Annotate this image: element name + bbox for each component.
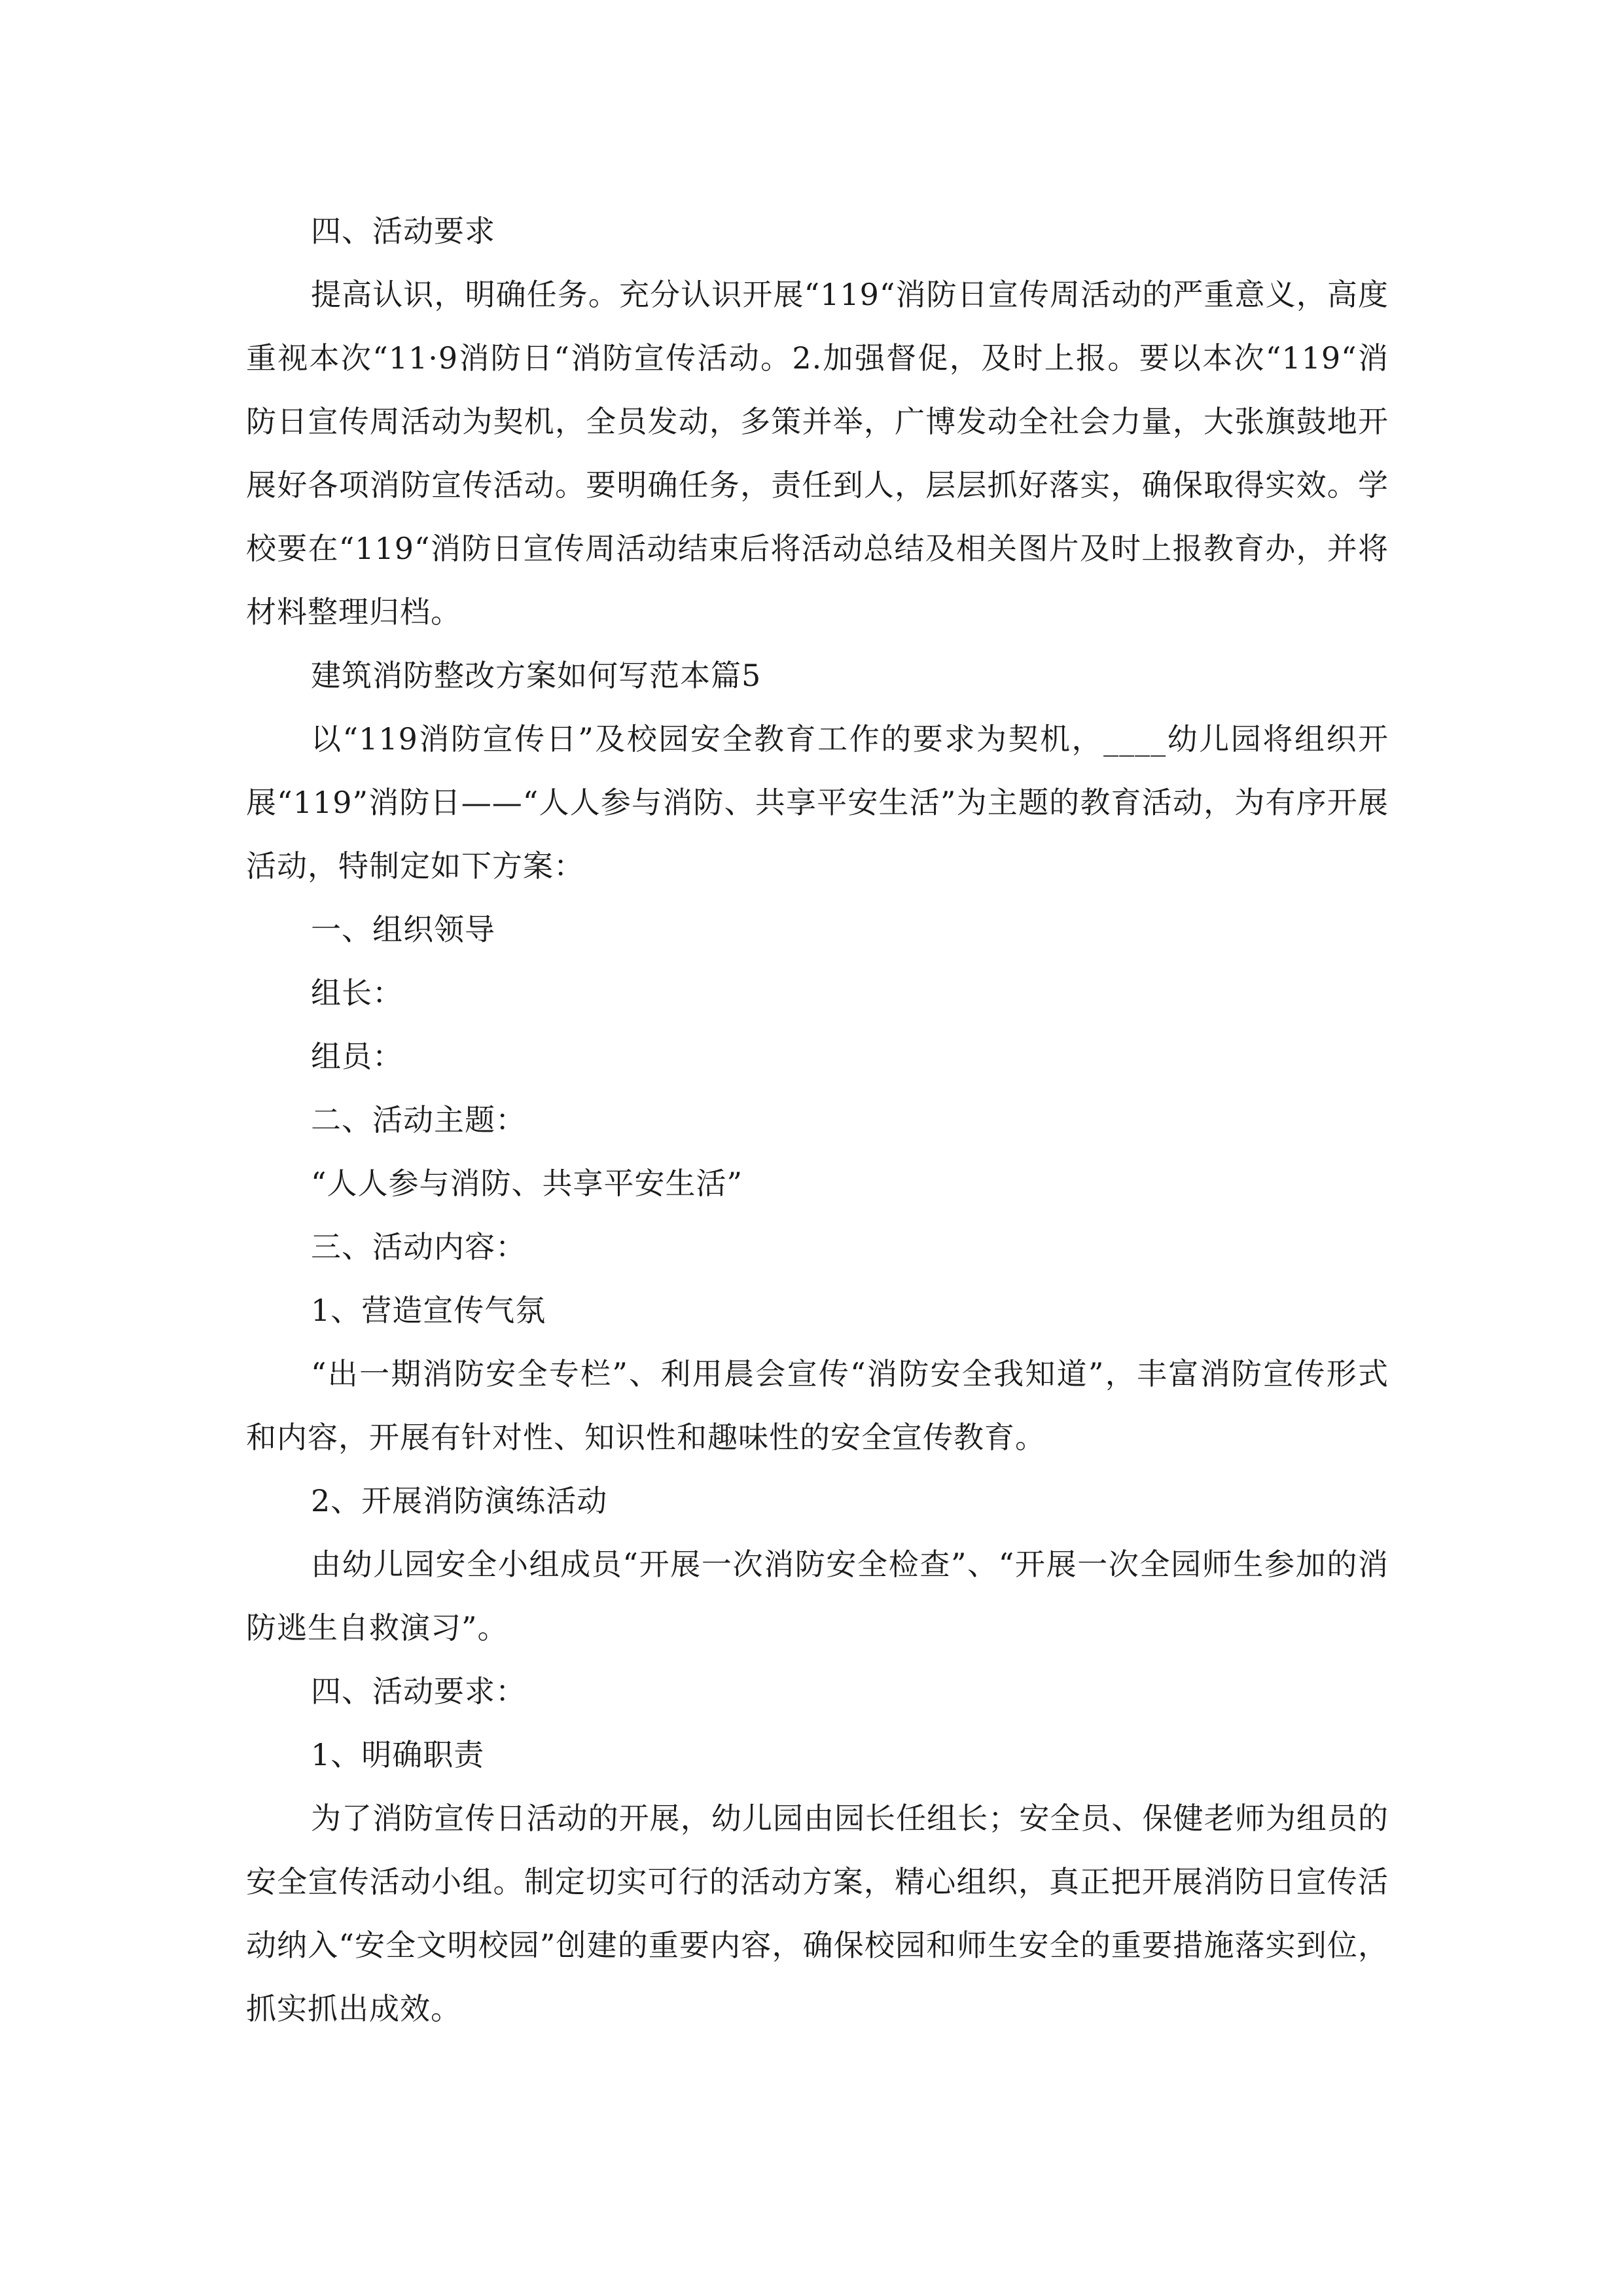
body-paragraph: 以“119消防宣传日”及校园安全教育工作的要求为契机，____幼儿园将组织开展“119”消防日——“人人参与消防、共享平安生活”为主题的教育活动，为有序开展活动，特制定如下方案： — [246, 721, 1389, 884]
body-paragraph: “出一期消防安全专栏”、利用晨会宣传“消防安全我知道”，丰富消防宣传形式和内容，开展有针对性、知识性和趣味性的安全宣传教育。 — [246, 1356, 1389, 1455]
document-body — [246, 200, 1389, 2041]
body-line: “人人参与消防、共享平安生活” — [311, 1166, 743, 1201]
body-paragraph: 提高认识，明确任务。充分认识开展“119“消防日宣传周活动的严重意义，高度重视本次“11·9消防日“消防宣传活动。2.加强督促，及时上报。要以本次“119“消防日宣传周活动为契机，全员发动，多策并举，广博发动全社会力量，大张旗鼓地开展好各项消防宣传活动。要明确任务，责任到人，层层抓好落实，确保取得实效。学校要在“119“消防日宣传周活动结束后将活动总结及相关图片及时上报教育办，并将材料整理归档。 — [246, 277, 1389, 630]
section-heading: 一、组织领导 — [311, 912, 495, 947]
article-title: 建筑消防整改方案如何写范本篇5 — [311, 658, 762, 693]
body-paragraph: 为了消防宣传日活动的开展，幼儿园由园长任组长；安全员、保健老师为组员的安全宣传活动小组。制定切实可行的活动方案，精心组织，真正把开展消防日宣传活动纳入“安全文明校园”创建的重要内容，确保校园和师生安全的重要措施落实到位，抓实抓出成效。 — [246, 1801, 1389, 2026]
body-line: 组员： — [311, 1039, 403, 1074]
section-heading: 三、活动内容： — [311, 1229, 526, 1265]
section-heading: 四、活动要求： — [311, 1674, 526, 1709]
body-line: 组长： — [311, 975, 403, 1011]
subsection-heading: 1、明确职责 — [311, 1737, 485, 1772]
subsection-heading: 2、开展消防演练活动 — [311, 1483, 608, 1518]
subsection-heading: 1、营造宣传气氛 — [311, 1293, 546, 1328]
section-heading: 四、活动要求 — [311, 213, 495, 249]
body-paragraph: 由幼儿园安全小组成员“开展一次消防安全检查”、“开展一次全园师生参加的消防逃生自救演习”。 — [246, 1547, 1389, 1645]
section-heading: 二、活动主题： — [311, 1102, 526, 1138]
